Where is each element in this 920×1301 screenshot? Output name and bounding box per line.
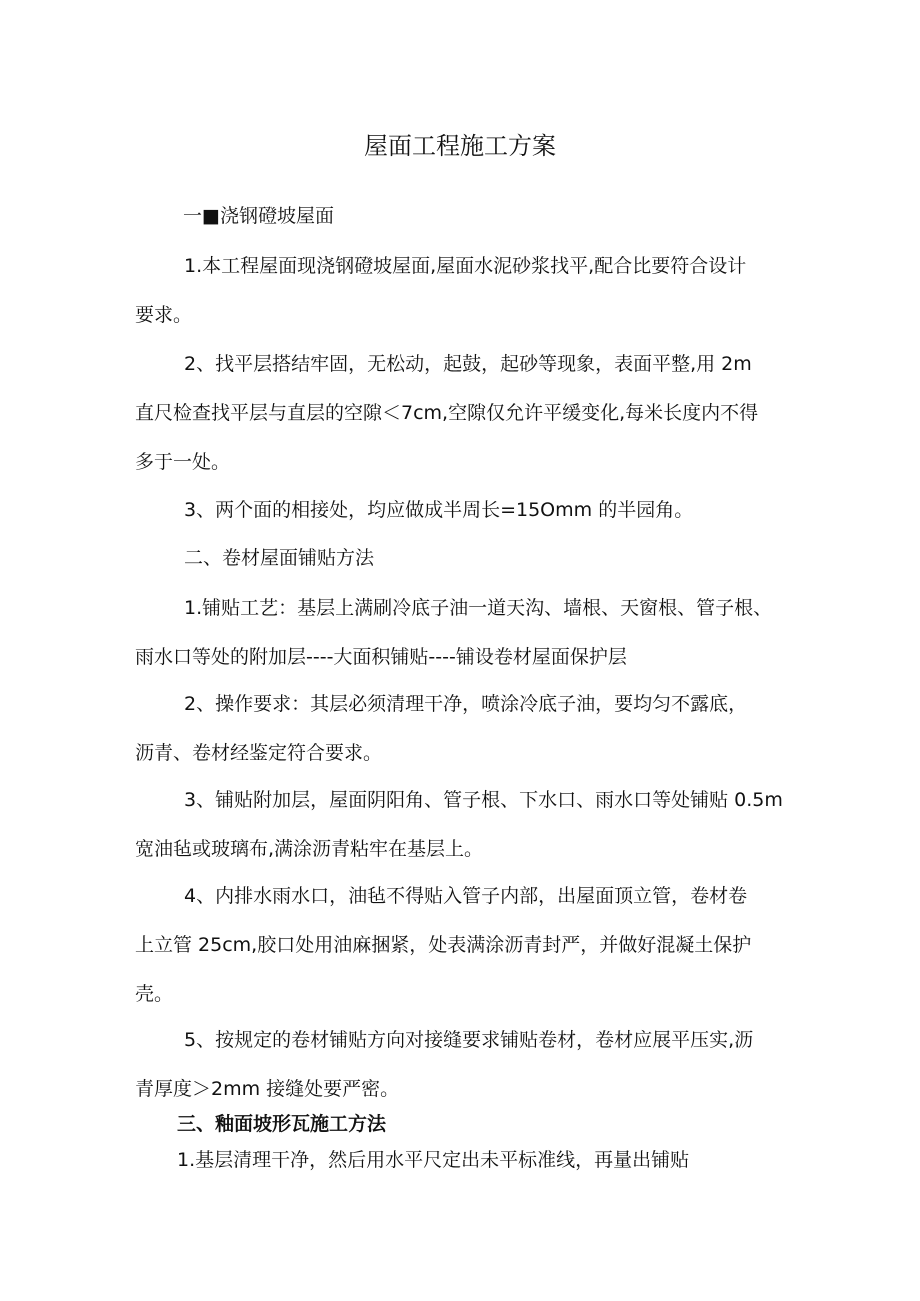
paragraph-3-1: [135, 1140, 795, 1180]
text-line: 二、卷材屋面铺贴方法: [184, 547, 375, 569]
section-heading-2: [135, 534, 795, 583]
paragraph-2-3: [135, 776, 795, 874]
text-line: 壳。: [135, 983, 174, 1005]
section-heading-3: [135, 1106, 795, 1142]
paragraph-2-5: [135, 1016, 795, 1114]
text-line: 3、两个面的相接处，均应做成半周长=15Omm 的半园角。: [184, 499, 694, 521]
text-line: 雨水口等处的附加层----大面积铺贴----铺设卷材屋面保护层: [135, 646, 627, 668]
paragraph-1-3: [135, 486, 795, 535]
text-line: 1.铺贴工艺：基层上满刷冷底子油一道天沟、墙根、天窗根、管子根、: [184, 597, 773, 619]
text-line: 4、内排水雨水口，油毡不得贴入管子内部，出屋面顶立管，卷材卷: [184, 885, 748, 907]
text-line: 上立管 25cm,胶口处用油麻捆紧，处表满涂沥青封严，并做好混凝土保护: [135, 934, 752, 956]
paragraph-2-4: [135, 872, 795, 1019]
paragraph-2-1: [135, 584, 795, 682]
text-line: 2、操作要求：其层必须清理干净，喷涂冷底子油，要均匀不露底，: [184, 693, 748, 715]
text-line: 一■浇钢磴坡屋面: [183, 205, 334, 227]
text-line: 2、找平层搭结牢固，无松动，起鼓，起砂等现象，表面平整,用 2m: [184, 353, 752, 375]
section-heading-1: [135, 192, 795, 241]
text-line: 三、釉面坡形瓦施工方法: [177, 1113, 387, 1135]
text-line: 要求。: [135, 304, 193, 326]
text-line: 青厚度＞2mm 接缝处要严密。: [135, 1078, 400, 1100]
paragraph-1-1: [135, 242, 795, 340]
text-line: 直尺检查找平层与直层的空隙＜7cm,空隙仅允许平缓变化,每米长度内不得: [135, 402, 759, 424]
text-line: 宽油毡或玻璃布,满涂沥青粘牢在基层上。: [135, 838, 484, 860]
text-line: 多于一处。: [135, 451, 231, 473]
text-line: 3、铺贴附加层，屋面阴阳角、管子根、下水口、雨水口等处铺贴 0.5m: [184, 789, 783, 811]
paragraph-1-2: [135, 340, 795, 487]
text-line: 5、按规定的卷材铺贴方向对接缝要求铺贴卷材，卷材应展平压实,沥: [184, 1029, 754, 1051]
text-line: 沥青、卷材经鉴定符合要求。: [135, 742, 383, 764]
document-title: 屋面工程施工方案: [364, 132, 556, 160]
text-line: 1.基层清理干净，然后用水平尺定出未平标准线，再量出铺贴: [177, 1149, 690, 1171]
text-line: 1.本工程屋面现浇钢磴坡屋面,屋面水泥砂浆找平,配合比要符合设计: [184, 255, 747, 277]
paragraph-2-2: [135, 680, 795, 778]
